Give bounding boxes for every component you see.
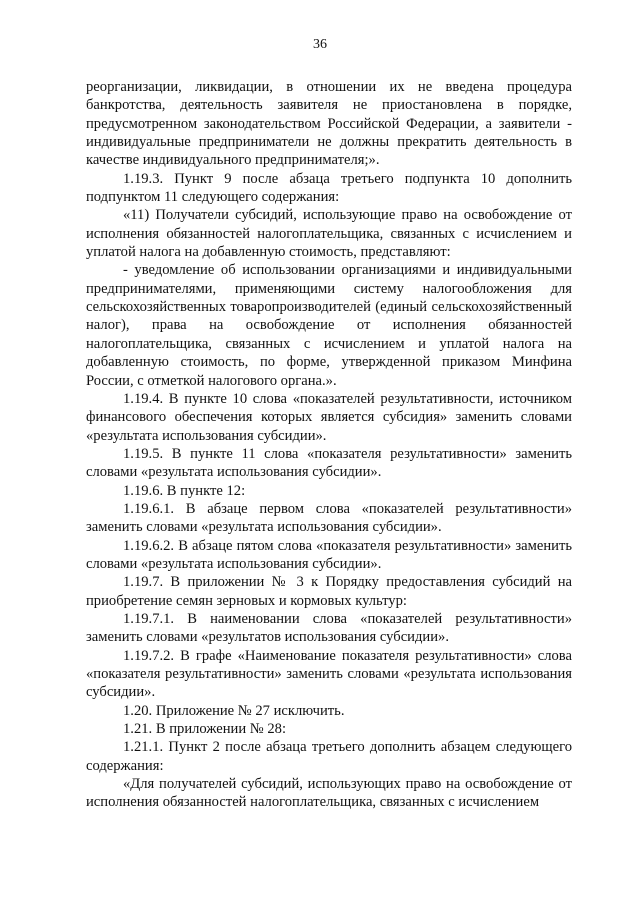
paragraph: 1.19.5. В пункте 11 слова «показателя результативности» заменить словами «результата использования субсидии». [86, 445, 572, 481]
paragraph: 1.19.4. В пункте 10 слова «показателей результативности, источником финансового обеспечения которых является субсидия» заменить словами «результата использования субсидии». [86, 390, 572, 444]
paragraph: 1.19.7. В приложении № 3 к Порядку предоставления субсидий на приобретение семян зерновых и кормовых культур: [86, 574, 572, 609]
paragraph: реорганизации, ликвидации, в отношении их не введена процедура банкротства, деятельность заявителя не приостановлена в порядке, предусмотренном законодательством Российской Федерации, а заявители - индивидуальные предприниматели не должны прекратить деятельность в качестве индивидуального предпринимателя;». [86, 79, 572, 169]
paragraph: - уведомление об использовании организациями и индивидуальными предпринимателями, применяющими систему налогообложения для сельскохозяйственных товаропроизводителей (единый сельскохозяйственный налог), права на освобождение от исполнения обязанностей налогоплательщика, связанных с исчислением и уплатой налога на добавленную стоимость, по форме, утвержденной приказом Минфина России, с отметкой налогового органа.». [86, 262, 572, 389]
document-body [86, 78, 572, 812]
paragraph: 1.19.7.1. В наименовании слова «показателей результативности» заменить словами «результатов использования субсидии». [86, 610, 572, 646]
paragraph: 1.19.7.2. В графе «Наименование показателя результативности» слова «показателя результативности» заменить словами «результата использования субсидии». [86, 647, 572, 701]
paragraph: 1.19.6. В пункте 12: [123, 482, 246, 499]
page-number: 36 [313, 37, 327, 52]
paragraph: 1.19.6.1. В абзаце первом слова «показателей результативности» заменить словами «результата использования субсидии». [86, 500, 572, 536]
paragraph: 1.21. В приложении № 28: [123, 721, 287, 738]
paragraph: «Для получателей субсидий, использующих право на освобождение от исполнения обязанностей налогоплательщика, связанных с исчислением [86, 776, 572, 811]
paragraph: «11) Получатели субсидий, использующие право на освобождение от исполнения обязанностей налогоплательщика, связанных с исчислением и уплатой налога на добавленную стоимость, представляют: [86, 207, 572, 261]
paragraph: 1.19.6.2. В абзаце пятом слова «показателя результативности» заменить словами «результата использования субсидии». [86, 537, 572, 572]
paragraph: 1.21.1. Пункт 2 после абзаца третьего дополнить абзацем следующего содержания: [86, 739, 572, 774]
paragraph: 1.20. Приложение № 27 исключить. [123, 702, 345, 719]
paragraph: 1.19.3. Пункт 9 после абзаца третьего подпункта 10 дополнить подпунктом 11 следующего содержания: [86, 170, 572, 206]
